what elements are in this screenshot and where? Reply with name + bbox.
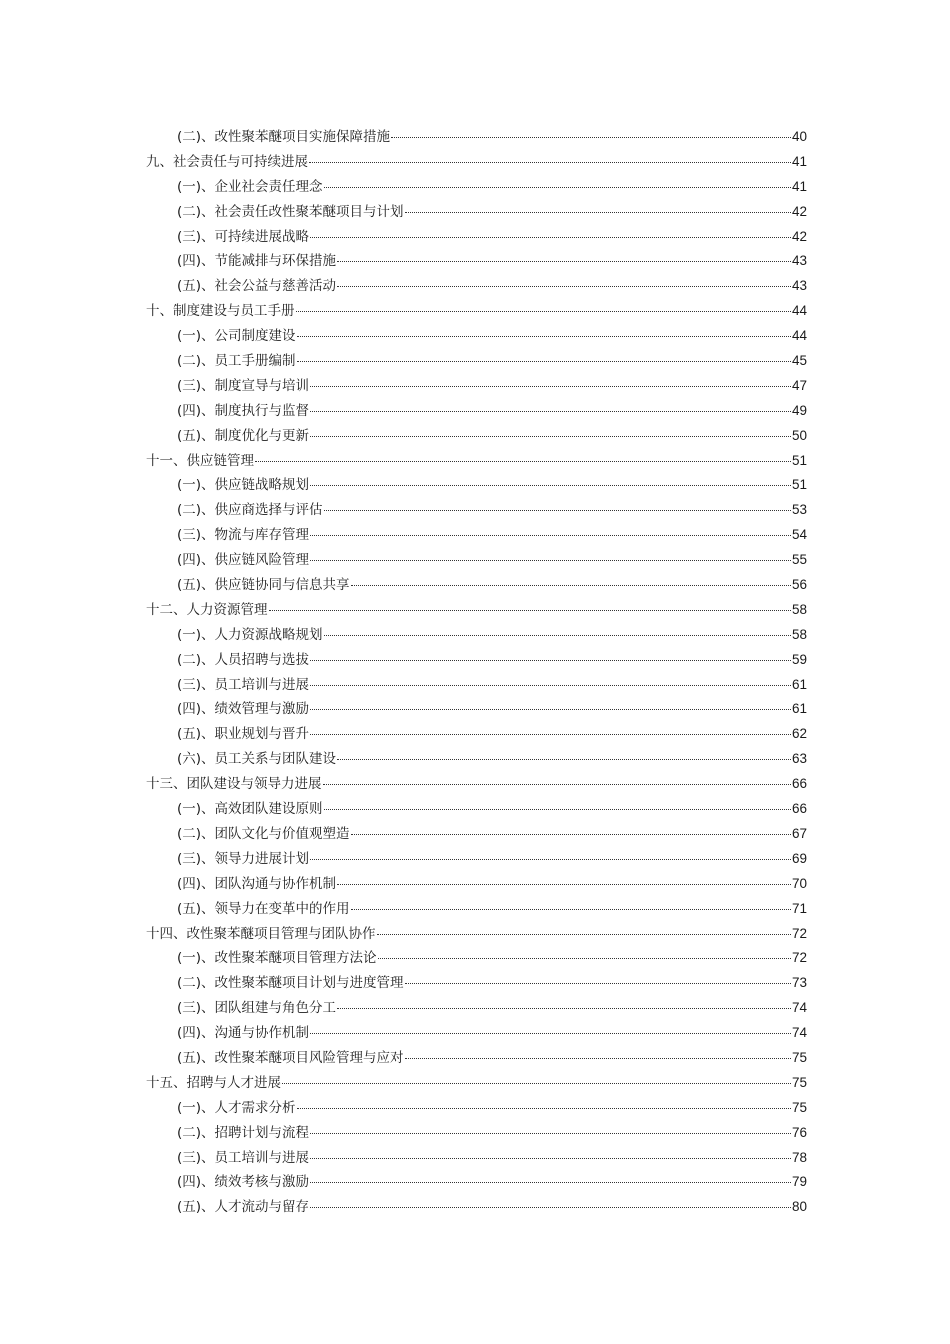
- toc-dot-leader: [391, 136, 791, 138]
- toc-entry-title: (四)、制度执行与监督: [177, 402, 310, 419]
- toc-entry-page-number: 72: [791, 925, 807, 941]
- toc-entry-title: (四)、绩效管理与激励: [177, 701, 310, 718]
- toc-section-entry[interactable]: [146, 349, 807, 374]
- toc-section-entry[interactable]: [146, 1096, 807, 1121]
- toc-entry-page-number: 69: [791, 850, 807, 866]
- toc-dot-leader: [310, 1181, 791, 1183]
- toc-entry-title: 十四、改性聚苯醚项目管理与团队协作: [146, 925, 376, 942]
- toc-section-entry[interactable]: [146, 548, 807, 573]
- toc-section-entry[interactable]: [146, 897, 807, 922]
- toc-section-entry[interactable]: [146, 648, 807, 673]
- toc-entry-title: (五)、供应链协同与信息共享: [177, 577, 350, 594]
- toc-entry-title: (三)、领导力进展计划: [177, 850, 310, 867]
- toc-entry-page-number: 44: [791, 303, 807, 319]
- toc-section-entry[interactable]: [146, 1121, 807, 1146]
- toc-dot-leader: [310, 410, 791, 412]
- toc-dot-leader: [297, 1107, 791, 1109]
- toc-entry-title: (三)、员工培训与进展: [177, 1149, 310, 1166]
- toc-dot-leader: [309, 161, 791, 163]
- toc-dot-leader: [323, 783, 791, 785]
- toc-dot-leader: [351, 908, 791, 910]
- toc-entry-title: (五)、制度优化与更新: [177, 427, 310, 444]
- toc-entry-page-number: 51: [791, 452, 807, 468]
- toc-section-entry[interactable]: [146, 573, 807, 598]
- toc-section-entry[interactable]: [146, 1195, 807, 1220]
- toc-chapter-entry[interactable]: [146, 772, 807, 797]
- toc-dot-leader: [324, 634, 791, 636]
- toc-entry-page-number: 61: [791, 676, 807, 692]
- table-of-contents: [146, 125, 807, 1220]
- toc-entry-title: (一)、企业社会责任理念: [177, 178, 323, 195]
- toc-entry-page-number: 74: [791, 1025, 807, 1041]
- toc-entry-title: 十三、团队建设与领导力进展: [146, 776, 322, 793]
- toc-section-entry[interactable]: [146, 274, 807, 299]
- toc-entry-title: (五)、领导力在变革中的作用: [177, 900, 350, 917]
- toc-entry-page-number: 49: [791, 402, 807, 418]
- toc-dot-leader: [310, 684, 791, 686]
- toc-section-entry[interactable]: [146, 1146, 807, 1171]
- toc-entry-page-number: 66: [791, 801, 807, 817]
- toc-entry-page-number: 78: [791, 1149, 807, 1165]
- toc-dot-leader: [310, 1157, 791, 1159]
- toc-entry-title: (二)、供应商选择与评估: [177, 502, 323, 519]
- toc-entry-title: (二)、团队文化与价值观塑造: [177, 825, 350, 842]
- toc-dot-leader: [310, 236, 791, 238]
- toc-entry-title: 十一、供应链管理: [146, 452, 254, 469]
- toc-chapter-entry[interactable]: [146, 150, 807, 175]
- toc-dot-leader: [351, 584, 791, 586]
- toc-section-entry[interactable]: [146, 1170, 807, 1195]
- toc-dot-leader: [282, 1082, 791, 1084]
- toc-entry-page-number: 66: [791, 776, 807, 792]
- toc-entry-title: (三)、可持续进展战略: [177, 228, 310, 245]
- toc-entry-title: (五)、人才流动与留存: [177, 1199, 310, 1216]
- toc-entry-page-number: 42: [791, 203, 807, 219]
- toc-entry-page-number: 43: [791, 253, 807, 269]
- toc-dot-leader: [337, 883, 791, 885]
- toc-entry-title: 十五、招聘与人才进展: [146, 1074, 281, 1091]
- toc-entry-title: (二)、人员招聘与选拔: [177, 651, 310, 668]
- toc-entry-title: (三)、物流与库存管理: [177, 527, 310, 544]
- toc-section-entry[interactable]: [146, 822, 807, 847]
- toc-entry-title: 十、制度建设与员工手册: [146, 303, 295, 320]
- toc-section-entry[interactable]: [146, 424, 807, 449]
- toc-entry-title: (一)、高效团队建设原则: [177, 801, 323, 818]
- toc-dot-leader: [324, 509, 791, 511]
- toc-entry-title: (五)、改性聚苯醚项目风险管理与应对: [177, 1049, 404, 1066]
- toc-section-entry[interactable]: [146, 473, 807, 498]
- toc-entry-page-number: 62: [791, 726, 807, 742]
- toc-entry-page-number: 72: [791, 950, 807, 966]
- toc-entry-page-number: 67: [791, 825, 807, 841]
- toc-entry-title: (二)、员工手册编制: [177, 353, 296, 370]
- toc-dot-leader: [310, 659, 791, 661]
- toc-entry-title: (一)、改性聚苯醚项目管理方法论: [177, 950, 377, 967]
- toc-dot-leader: [255, 460, 791, 462]
- toc-entry-page-number: 70: [791, 875, 807, 891]
- toc-entry-page-number: 54: [791, 527, 807, 543]
- toc-chapter-entry[interactable]: [146, 449, 807, 474]
- toc-entry-page-number: 47: [791, 377, 807, 393]
- toc-entry-title: (三)、员工培训与进展: [177, 676, 310, 693]
- toc-section-entry[interactable]: [146, 175, 807, 200]
- toc-section-entry[interactable]: [146, 971, 807, 996]
- toc-section-entry[interactable]: [146, 673, 807, 698]
- toc-entry-title: (一)、公司制度建设: [177, 328, 296, 345]
- toc-entry-page-number: 56: [791, 577, 807, 593]
- toc-entry-page-number: 44: [791, 328, 807, 344]
- toc-dot-leader: [310, 1206, 791, 1208]
- toc-entry-title: 十二、人力资源管理: [146, 601, 268, 618]
- toc-section-entry[interactable]: [146, 1021, 807, 1046]
- toc-dot-leader: [310, 1132, 791, 1134]
- toc-dot-leader: [337, 1007, 791, 1009]
- toc-section-entry[interactable]: [146, 747, 807, 772]
- toc-dot-leader: [310, 733, 791, 735]
- toc-dot-leader: [310, 435, 791, 437]
- toc-entry-title: (四)、节能减排与环保措施: [177, 253, 337, 270]
- toc-dot-leader: [405, 211, 791, 213]
- toc-dot-leader: [310, 484, 791, 486]
- toc-entry-page-number: 42: [791, 228, 807, 244]
- toc-entry-page-number: 43: [791, 278, 807, 294]
- toc-dot-leader: [310, 708, 791, 710]
- toc-section-entry[interactable]: [146, 623, 807, 648]
- toc-chapter-entry[interactable]: [146, 299, 807, 324]
- toc-dot-leader: [310, 858, 791, 860]
- toc-section-entry[interactable]: [146, 697, 807, 722]
- toc-section-entry[interactable]: [146, 249, 807, 274]
- toc-dot-leader: [337, 260, 791, 262]
- toc-dot-leader: [337, 285, 791, 287]
- toc-entry-title: (一)、人力资源战略规划: [177, 626, 323, 643]
- toc-section-entry[interactable]: [146, 523, 807, 548]
- toc-entry-page-number: 71: [791, 900, 807, 916]
- toc-dot-leader: [310, 559, 791, 561]
- toc-dot-leader: [405, 1057, 791, 1059]
- toc-dot-leader: [296, 310, 791, 312]
- toc-section-entry[interactable]: [146, 722, 807, 747]
- toc-entry-page-number: 75: [791, 1074, 807, 1090]
- toc-dot-leader: [310, 1032, 791, 1034]
- toc-entry-page-number: 75: [791, 1099, 807, 1115]
- toc-dot-leader: [337, 758, 791, 760]
- toc-dot-leader: [377, 933, 791, 935]
- toc-entry-title: (六)、员工关系与团队建设: [177, 751, 337, 768]
- toc-chapter-entry[interactable]: [146, 598, 807, 623]
- toc-entry-title: (四)、绩效考核与激励: [177, 1174, 310, 1191]
- toc-chapter-entry[interactable]: [146, 1071, 807, 1096]
- toc-entry-title: (五)、社会公益与慈善活动: [177, 278, 337, 295]
- toc-entry-page-number: 41: [791, 178, 807, 194]
- toc-entry-title: 九、社会责任与可持续进展: [146, 153, 308, 170]
- toc-section-entry[interactable]: [146, 225, 807, 250]
- toc-dot-leader: [324, 186, 791, 188]
- toc-entry-page-number: 45: [791, 353, 807, 369]
- toc-entry-page-number: 41: [791, 153, 807, 169]
- toc-dot-leader: [297, 360, 791, 362]
- toc-dot-leader: [324, 808, 791, 810]
- toc-entry-title: (四)、供应链风险管理: [177, 552, 310, 569]
- toc-entry-page-number: 80: [791, 1199, 807, 1215]
- toc-entry-page-number: 58: [791, 601, 807, 617]
- toc-section-entry[interactable]: [146, 1046, 807, 1071]
- toc-entry-title: (二)、改性聚苯醚项目计划与进度管理: [177, 975, 404, 992]
- toc-entry-title: (四)、沟通与协作机制: [177, 1025, 310, 1042]
- toc-dot-leader: [310, 385, 791, 387]
- toc-section-entry[interactable]: [146, 872, 807, 897]
- toc-entry-title: (二)、招聘计划与流程: [177, 1124, 310, 1141]
- toc-entry-page-number: 58: [791, 626, 807, 642]
- toc-entry-page-number: 73: [791, 975, 807, 991]
- toc-section-entry[interactable]: [146, 847, 807, 872]
- toc-entry-title: (一)、人才需求分析: [177, 1099, 296, 1116]
- toc-section-entry[interactable]: [146, 946, 807, 971]
- toc-entry-page-number: 61: [791, 701, 807, 717]
- toc-section-entry[interactable]: [146, 399, 807, 424]
- toc-entry-page-number: 59: [791, 651, 807, 667]
- toc-entry-title: (三)、团队组建与角色分工: [177, 1000, 337, 1017]
- toc-section-entry[interactable]: [146, 797, 807, 822]
- toc-entry-page-number: 40: [791, 129, 807, 144]
- toc-dot-leader: [310, 534, 791, 536]
- toc-entry-title: (五)、职业规划与晋升: [177, 726, 310, 743]
- toc-section-entry[interactable]: [146, 125, 807, 150]
- toc-dot-leader: [378, 957, 791, 959]
- toc-entry-title: (二)、社会责任改性聚苯醚项目与计划: [177, 203, 404, 220]
- toc-section-entry[interactable]: [146, 498, 807, 523]
- toc-dot-leader: [405, 982, 791, 984]
- toc-entry-page-number: 74: [791, 1000, 807, 1016]
- toc-entry-page-number: 51: [791, 477, 807, 493]
- toc-entry-page-number: 76: [791, 1124, 807, 1140]
- toc-entry-title: (三)、制度宣导与培训: [177, 377, 310, 394]
- toc-section-entry[interactable]: [146, 374, 807, 399]
- toc-entry-page-number: 55: [791, 552, 807, 568]
- toc-chapter-entry[interactable]: [146, 922, 807, 947]
- toc-entry-page-number: 75: [791, 1049, 807, 1065]
- toc-entry-title: (二)、改性聚苯醚项目实施保障措施: [177, 129, 391, 145]
- toc-entry-page-number: 50: [791, 427, 807, 443]
- toc-dot-leader: [297, 335, 791, 337]
- toc-section-entry[interactable]: [146, 324, 807, 349]
- toc-entry-page-number: 79: [791, 1174, 807, 1190]
- toc-dot-leader: [351, 833, 791, 835]
- toc-entry-page-number: 53: [791, 502, 807, 518]
- toc-entry-title: (一)、供应链战略规划: [177, 477, 310, 494]
- toc-section-entry[interactable]: [146, 200, 807, 225]
- toc-section-entry[interactable]: [146, 996, 807, 1021]
- toc-dot-leader: [269, 609, 791, 611]
- toc-entry-page-number: 63: [791, 751, 807, 767]
- toc-entry-title: (四)、团队沟通与协作机制: [177, 875, 337, 892]
